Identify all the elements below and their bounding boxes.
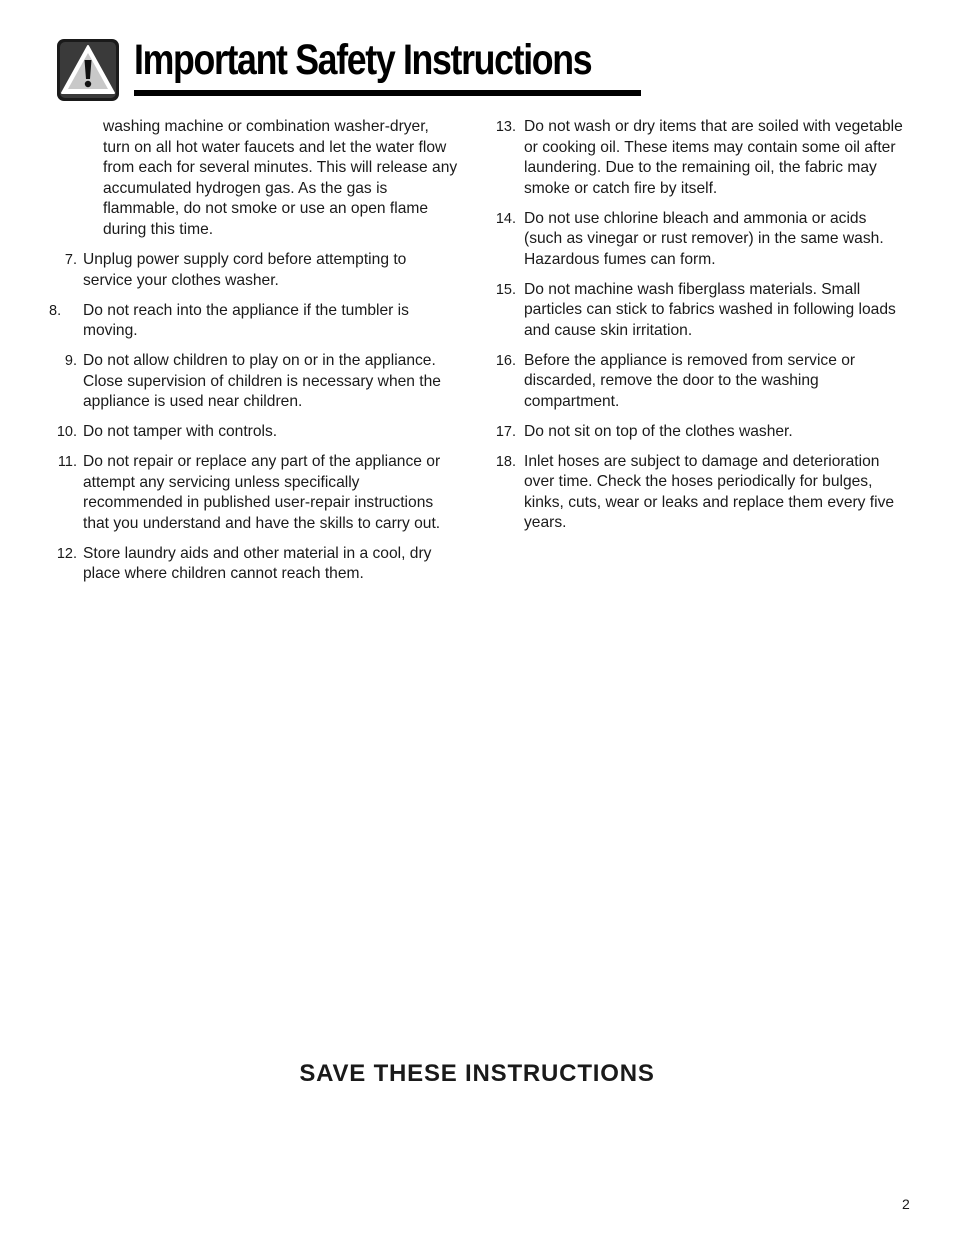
item-number: 18. <box>495 453 516 470</box>
item-number: 11. <box>57 454 77 470</box>
list-item <box>54 452 458 534</box>
item-text: Inlet hoses are subject to damage and deterioration over time. Check the hoses periodically for bulges, kinks, cuts, wear or leaks and replace them every five years. <box>524 452 895 531</box>
list-item <box>54 544 458 585</box>
right-column <box>494 117 904 543</box>
item-text: Do not wash or dry items that are soiled with vegetable or cooking oil. These items may contain some oil after laundering. Due to the remaining oil, the fabric may smoke or catch fire by itself. <box>524 118 903 197</box>
list-item <box>54 351 458 413</box>
warning-triangle-icon <box>56 38 120 102</box>
item-text: Do not allow children to play on or in the appliance. Close supervision of children is necessary when the appliance is used near children. <box>83 352 441 410</box>
list-item <box>494 117 904 199</box>
page-title: Important Safety Instructions <box>134 36 592 84</box>
item-number: 9. <box>64 353 77 369</box>
item-text: Do not reach into the appliance if the tumbler is moving. <box>83 301 409 339</box>
item-text: Do not use chlorine bleach and ammonia or acids (such as vinegar or rust remover) in the same wash. Hazardous fumes can form. <box>524 209 884 268</box>
list-item <box>49 301 458 342</box>
page-header <box>56 34 646 102</box>
list-item <box>494 209 904 271</box>
item-text: Store laundry aids and other material in a cool, dry place where children cannot reach them. <box>83 544 432 582</box>
item-number: 17. <box>495 423 516 440</box>
item-text: Do not tamper with controls. <box>83 423 278 440</box>
item-number: 16. <box>495 352 516 369</box>
item-number: 13. <box>495 119 516 135</box>
page-number: 2 <box>902 1196 910 1212</box>
list-item <box>494 280 904 342</box>
item-number: 7. <box>64 252 77 268</box>
list-item <box>54 250 458 291</box>
item-text: Before the appliance is removed from service or discarded, remove the door to the washing compartment. <box>524 351 856 410</box>
item-number: 15. <box>495 281 516 298</box>
title-underline <box>134 90 641 96</box>
list-item <box>494 351 904 413</box>
left-column <box>49 117 458 594</box>
list-item <box>494 452 904 534</box>
item-number: 12. <box>56 545 77 562</box>
item-text: Do not sit on top of the clothes washer. <box>524 422 793 440</box>
item-number: 8. <box>49 302 62 319</box>
list-item <box>494 422 904 443</box>
list-item <box>54 422 458 443</box>
item-number: 14. <box>495 210 516 227</box>
item-text: Unplug power supply cord before attempting to service your clothes washer. <box>83 251 407 289</box>
item-text: Do not repair or replace any part of the appliance or attempt any servicing unless specifically recommended in published user-repair instructions that you understand and have the skills to carry out. <box>83 453 441 532</box>
continued-item-text: washing machine or combination washer-dryer, turn on all hot water faucets and let the water flow from each for several minutes. This will release any accumulated hydrogen gas. As the gas is flammable, do not smoke or use an open flame during this time. <box>103 118 458 238</box>
save-instructions-heading: SAVE THESE INSTRUCTIONS <box>299 1060 655 1087</box>
item-text: Do not machine wash fiberglass materials. Small particles can stick to fabrics washed in following loads and cause skin irritation. <box>524 280 896 339</box>
item-number: 10. <box>56 424 77 440</box>
